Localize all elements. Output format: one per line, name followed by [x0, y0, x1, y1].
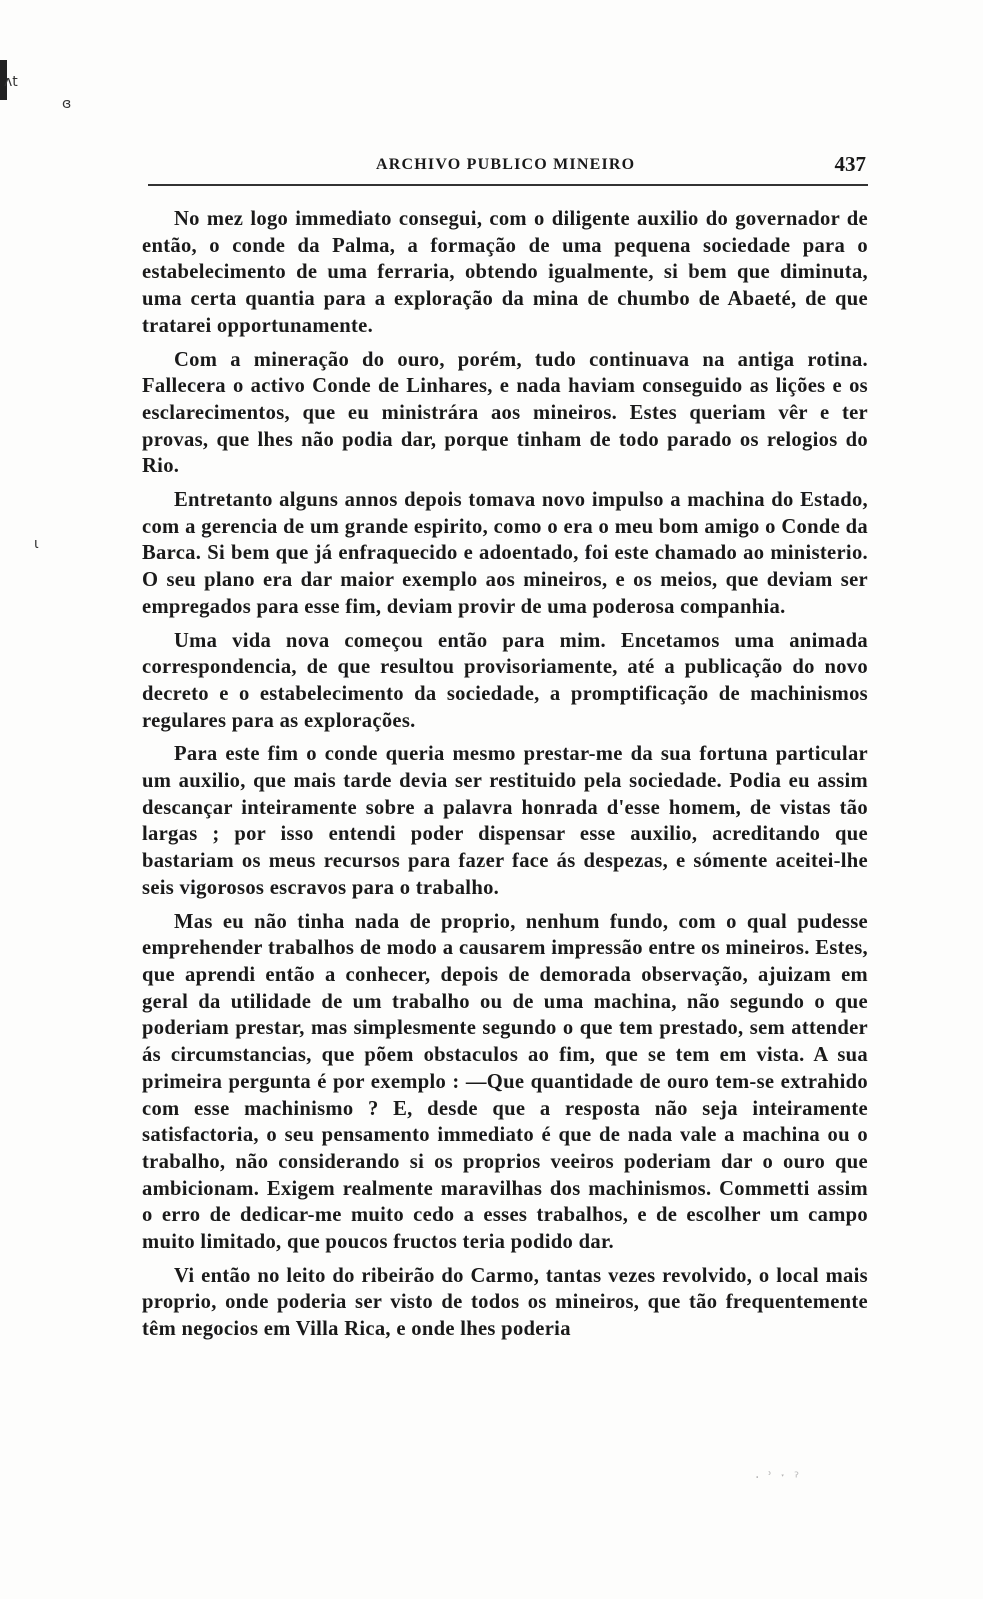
paragraph: Com a mineração do ouro, porém, tudo continuava na antiga rotina. Fallecera o activo Conde de Linhares, e nada haviam conseguido as lições e os esclarecimentos, que eu ministrára aos mineiros. Estes queriam vêr e ter provas, que lhes não podia dar, porque tinham de todo parado os relogios do Rio.	[142, 348, 868, 478]
body-text	[142, 206, 868, 1350]
paragraph: Para este fim o conde queria mesmo prestar-me da sua fortuna particular um auxilio, que mais tarde devia ser restituido pela sociedade. Podia eu assim descançar inteiramente sobre a palavra honrada d'esse homem, de vistas tão largas ; por isso entendi poder dispensar esse auxilio, acreditando que bastariam os meus recursos para fazer face ás despezas, e sómente aceitei-lhe seis vigorosos escravos para o trabalho.	[142, 743, 868, 899]
paragraph: Vi então no leito do ribeirão do Carmo, tantas vezes revolvido, o local mais proprio, onde poderia ser visto de todos os mineiros, que tão frequentemente têm negocios em Villa Rica, e onde lhes poderia	[142, 1264, 868, 1341]
paragraph: Entretanto alguns annos depois tomava novo impulso a machina do Estado, com a gerencia de um grande espirito, como o era o meu bom amigo o Conde da Barca. Si bem que já enfraquecido e adoentado, foi este chamado ao ministerio. O seu plano era dar maior exemplo aos mineiros, e os meios, que deviam ser empregados para esse fim, deviam provir de uma poderosa companhia.	[142, 489, 868, 618]
paragraph: No mez logo immediato consegui, com o diligente auxilio do governador de então, o conde da Palma, a formação de uma pequena sociedade para o estabelecimento de uma ferraria, obtendo igualmente, si bem que diminuta, uma certa quantia para a exploração da mina de chumbo de Abaeté, de que tratarei opportunamente.	[142, 208, 868, 337]
header-rule	[148, 184, 868, 186]
scan-smudge: · ʾ ˑ ˀ	[755, 1470, 801, 1486]
page-header	[148, 152, 868, 182]
margin-mark-tick: ɩ	[34, 536, 39, 552]
paragraph: Uma vida nova começou então para mim. Encetamos uma animada correspondencia, de que resultou provisoriamente, até a publicação do novo decreto e o estabelecimento da sociedade, a promptificação de machinismos regulares para as explorações.	[142, 629, 868, 732]
margin-mark-dot: ɞ	[62, 96, 72, 112]
margin-mark-top-left: ᴧt	[4, 74, 18, 90]
page-number: 437	[834, 152, 866, 176]
running-head: ARCHIVO PUBLICO MINEIRO	[376, 156, 636, 173]
paragraph: Mas eu não tinha nada de proprio, nenhum fundo, com o qual pudesse emprehender trabalhos de modo a causarem impressão entre os mineiros. Estes, que aprendi então a conhecer, depois de demorada observação, ajuizam em geral da utilidade de um trabalho ou de uma machina, não segundo o que poderiam prestar, mas simplesmente segundo o que tem prestado, sem attender ás circumstancias, que põem obstaculos ao fim, que se tem em vista. A sua primeira pergunta é por exemplo : —Que quantidade de ouro tem-se extrahido com esse machinismo ? E, desde que a resposta não seja inteiramente satisfactoria, o seu pensamento immediato é que de nada vale a machina ou o trabalho, não considerando si os proprios veeiros poderiam dar o ouro que ambicionam. Exigem realmente maravilhas dos machinismos. Commetti assim o erro de dedicar-me muito cedo a esses trabalhos, e de escolher um campo muito limitado, que poucos fructos teria podido dar.	[142, 910, 868, 1254]
